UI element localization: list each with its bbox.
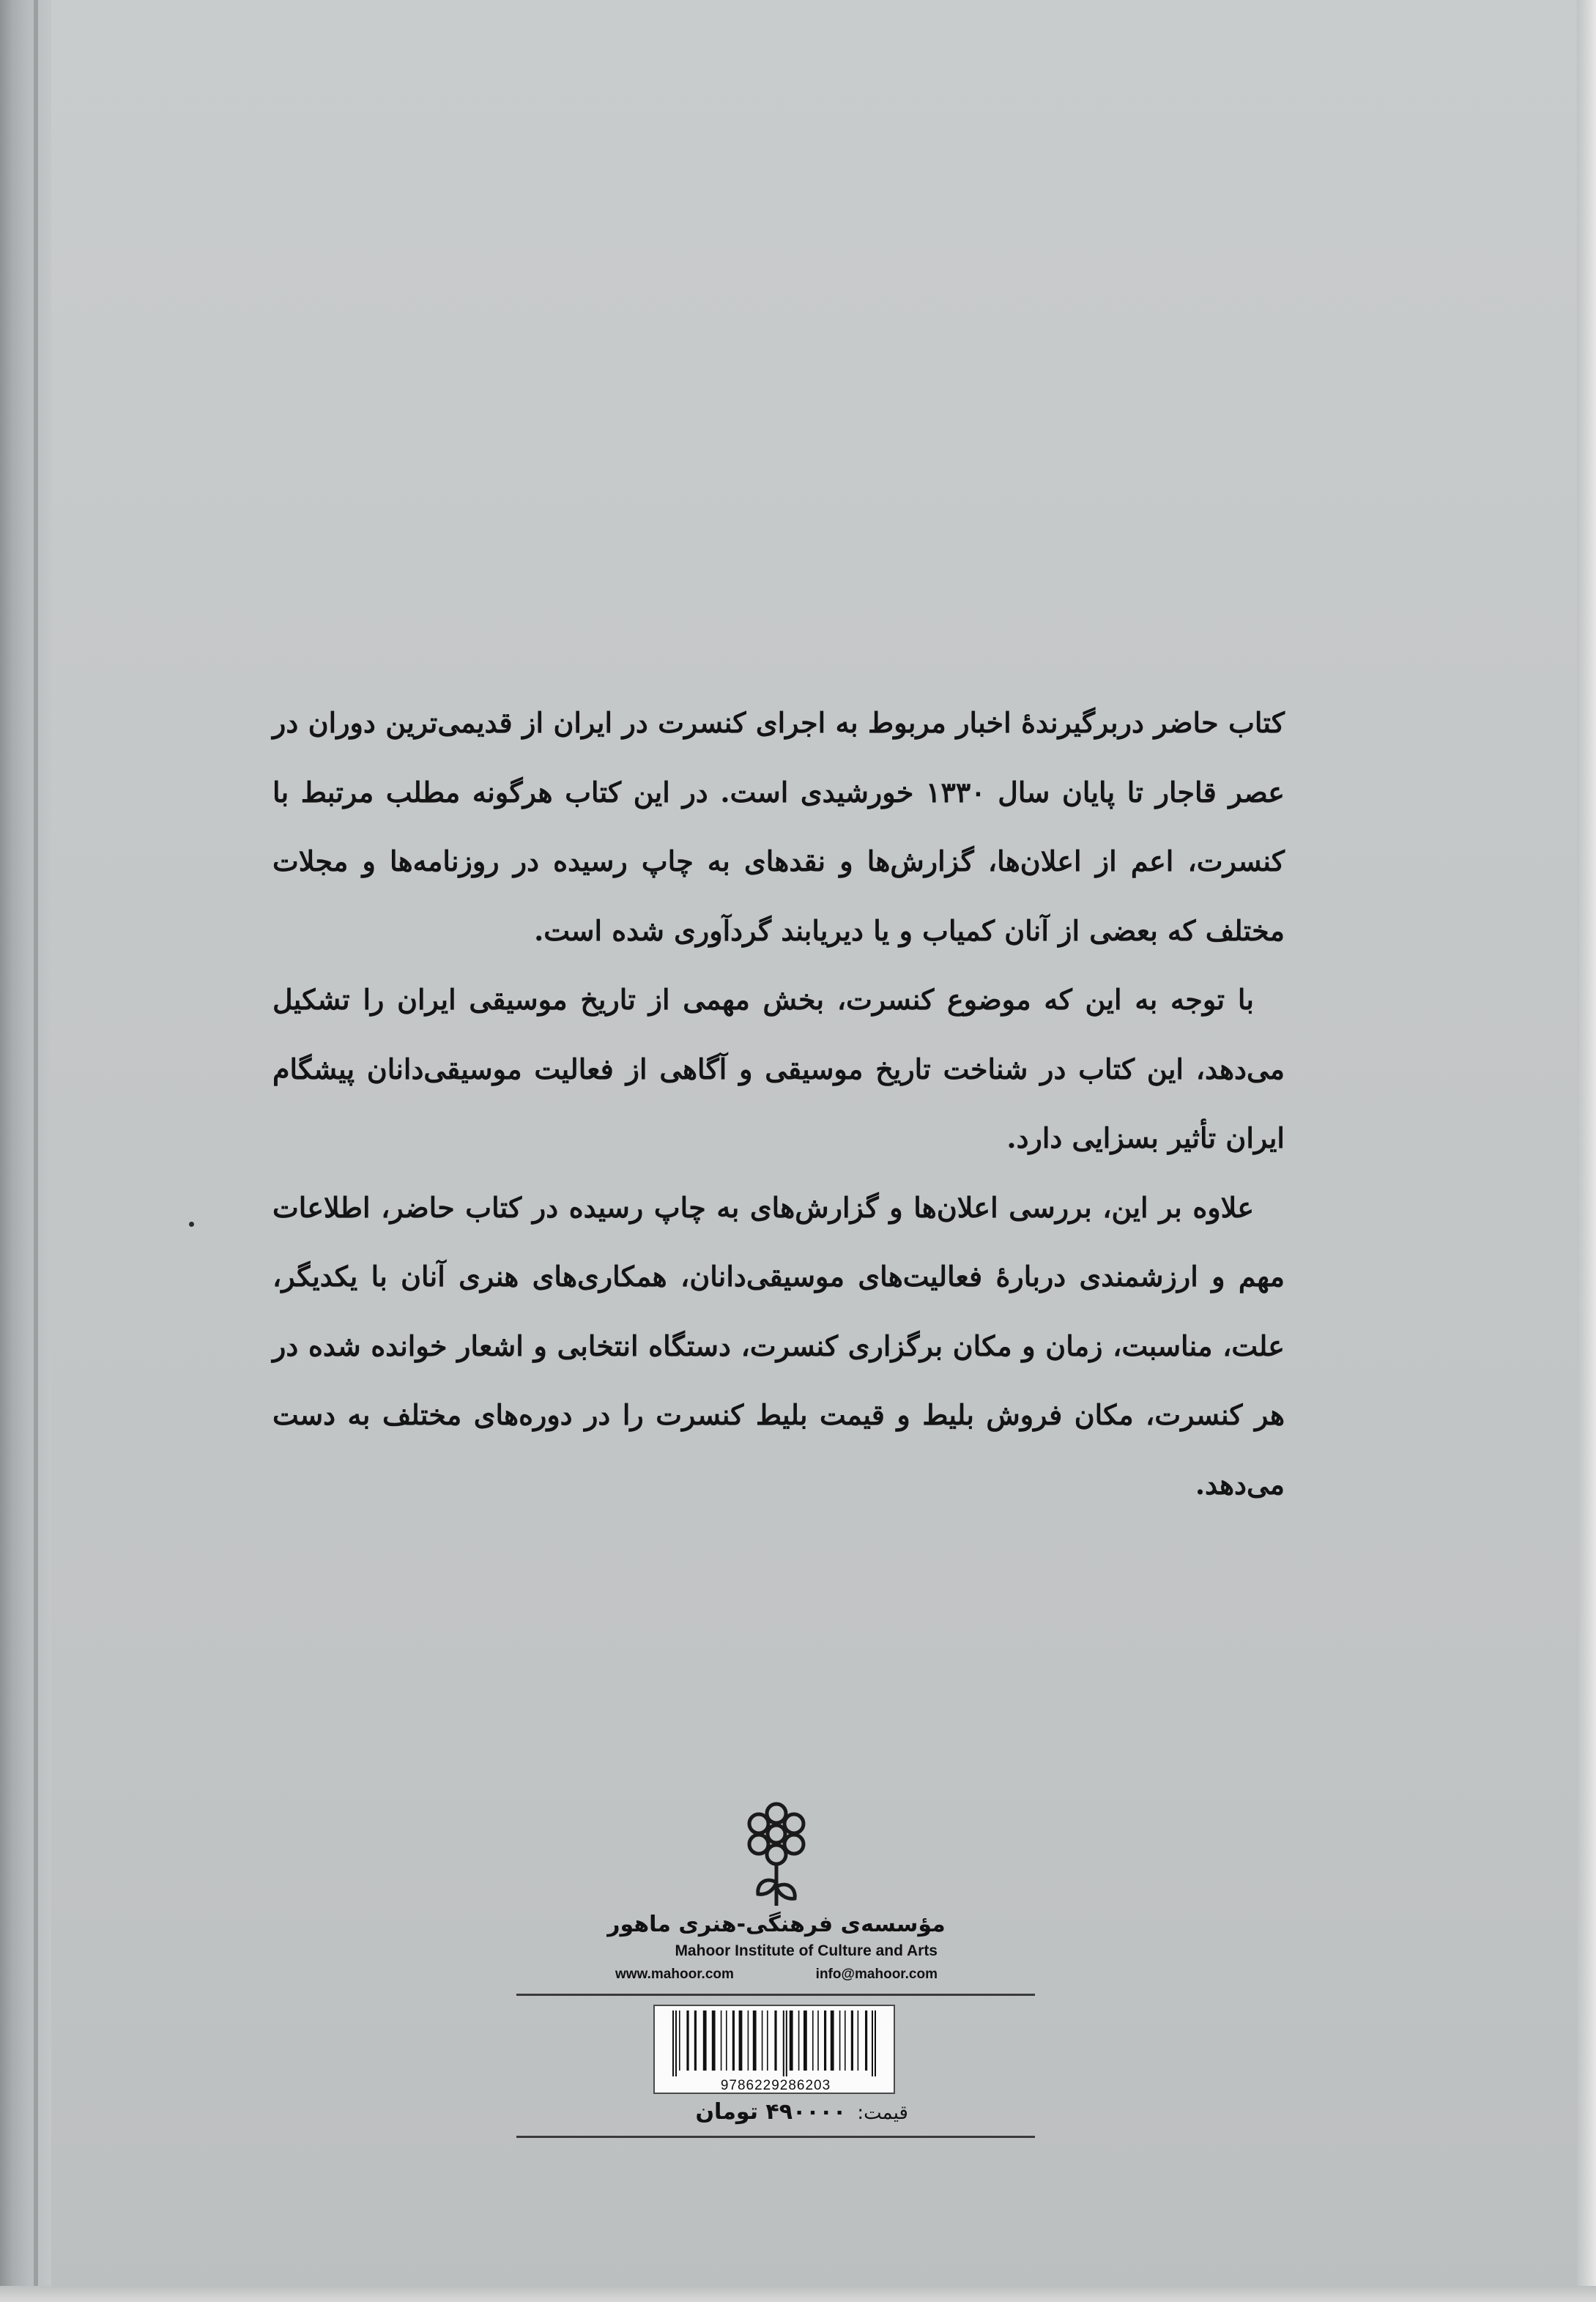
barcode-bar [839, 2010, 841, 2071]
barcode-bars [669, 2010, 882, 2076]
barcode-bar [783, 2010, 784, 2076]
barcode-bar [732, 2010, 735, 2071]
barcode-bar [812, 2010, 814, 2071]
price-value: ۴۹۰۰۰۰ تومان [695, 2099, 847, 2125]
publisher-email: info@mahoor.com [815, 1967, 938, 1982]
barcode-bar [824, 2010, 826, 2071]
divider-top [516, 1994, 1035, 1996]
barcode-number: 9786229286203 [720, 2078, 831, 2093]
barcode-bar [851, 2010, 853, 2071]
barcode-bar [762, 2010, 763, 2071]
blurb-paragraph-3: علاوه بر این، بررسی اعلان‌ها و گزارش‌های به چاپ رسیده در کتاب حاضر، اطلاعات مهم و ارزشمندی دربارهٔ فعالیت‌های موسیقی‌دانان، همکاری‌های هنری آنان با یکدیگر، علت، مناسبت، زمان و مکان برگزاری کنسرت، دستگاه انتخابی و اشعار خوانده شده در هر کنسرت، مکان فروش بلیط و قیمت بلیط کنسرت را در دوره‌های مختلف به دست می‌دهد. [272, 1190, 1285, 1501]
barcode-bar [798, 2010, 800, 2071]
price-label: قیمت: [857, 2102, 908, 2124]
publisher-name-fa: مؤسسه‌ی فرهنگی-هنری ماهور [607, 1912, 946, 1937]
barcode-bar [872, 2010, 873, 2076]
isbn-barcode [653, 2005, 895, 2094]
barcode-bar [845, 2010, 846, 2071]
blurb-paragraph-1: کتاب حاضر دربرگیرندهٔ اخبار مربوط به اجرای کنسرت در ایران از قدیمی‌ترین دوران در عصر قاجار تا پایان سال ۱۳۳۰ خورشیدی است. در این کتاب هرگونه مطلب مرتبط با کنسرت، اعم از اعلان‌ها، گزارش‌ها و نقدهای به چاپ رسیده در روزنامه‌ها و مجلات مختلف که بعضی از آنان کمیاب و یا دیریابند گردآوری شده است. [272, 706, 1285, 947]
barcode-bar [817, 2010, 819, 2071]
barcode-bar [712, 2010, 716, 2071]
price-line [659, 2099, 908, 2125]
barcode-bar [703, 2010, 707, 2071]
barcode-bar [672, 2010, 674, 2076]
barcode-bar [686, 2010, 688, 2071]
barcode-bar [726, 2010, 727, 2071]
barcode-bar [679, 2010, 680, 2071]
barcode-bar [753, 2010, 757, 2071]
cover-right-edge [1577, 0, 1596, 2302]
spine-shadow [0, 0, 51, 2302]
barcode-bar [694, 2010, 697, 2071]
divider-bottom [516, 2136, 1035, 2138]
print-speck [189, 1222, 194, 1227]
barcode-bar [767, 2010, 768, 2071]
barcode-bar [748, 2010, 749, 2071]
mahoor-flower-logo-icon [736, 1796, 817, 1913]
cover-bottom-edge [0, 2286, 1596, 2302]
barcode-bar [675, 2010, 677, 2076]
blurb-paragraph-2: با توجه به این که موضوع کنسرت، بخش مهمی از تاریخ موسیقی ایران را تشکیل می‌دهد، این کتاب در شناخت تاریخ موسیقی و آگاهی از فعالیت موسیقی‌دانان پیشگام ایران تأثیر بسزایی دارد. [272, 983, 1285, 1154]
barcode-bar [831, 2010, 834, 2071]
barcode-bar [774, 2010, 776, 2071]
barcode-bar [803, 2010, 807, 2071]
barcode-bar [875, 2010, 876, 2076]
publisher-website: www.mahoor.com [615, 1967, 734, 1982]
barcode-bar [858, 2010, 859, 2071]
barcode-bar [786, 2010, 787, 2076]
spine-hinge [34, 0, 38, 2302]
blurb-text [272, 688, 1285, 1519]
barcode-bar [739, 2010, 743, 2071]
barcode-bar [865, 2010, 867, 2071]
barcode-bar [790, 2010, 793, 2071]
publisher-name-en: Mahoor Institute of Culture and Arts [675, 1942, 938, 1959]
barcode-bar [721, 2010, 722, 2071]
